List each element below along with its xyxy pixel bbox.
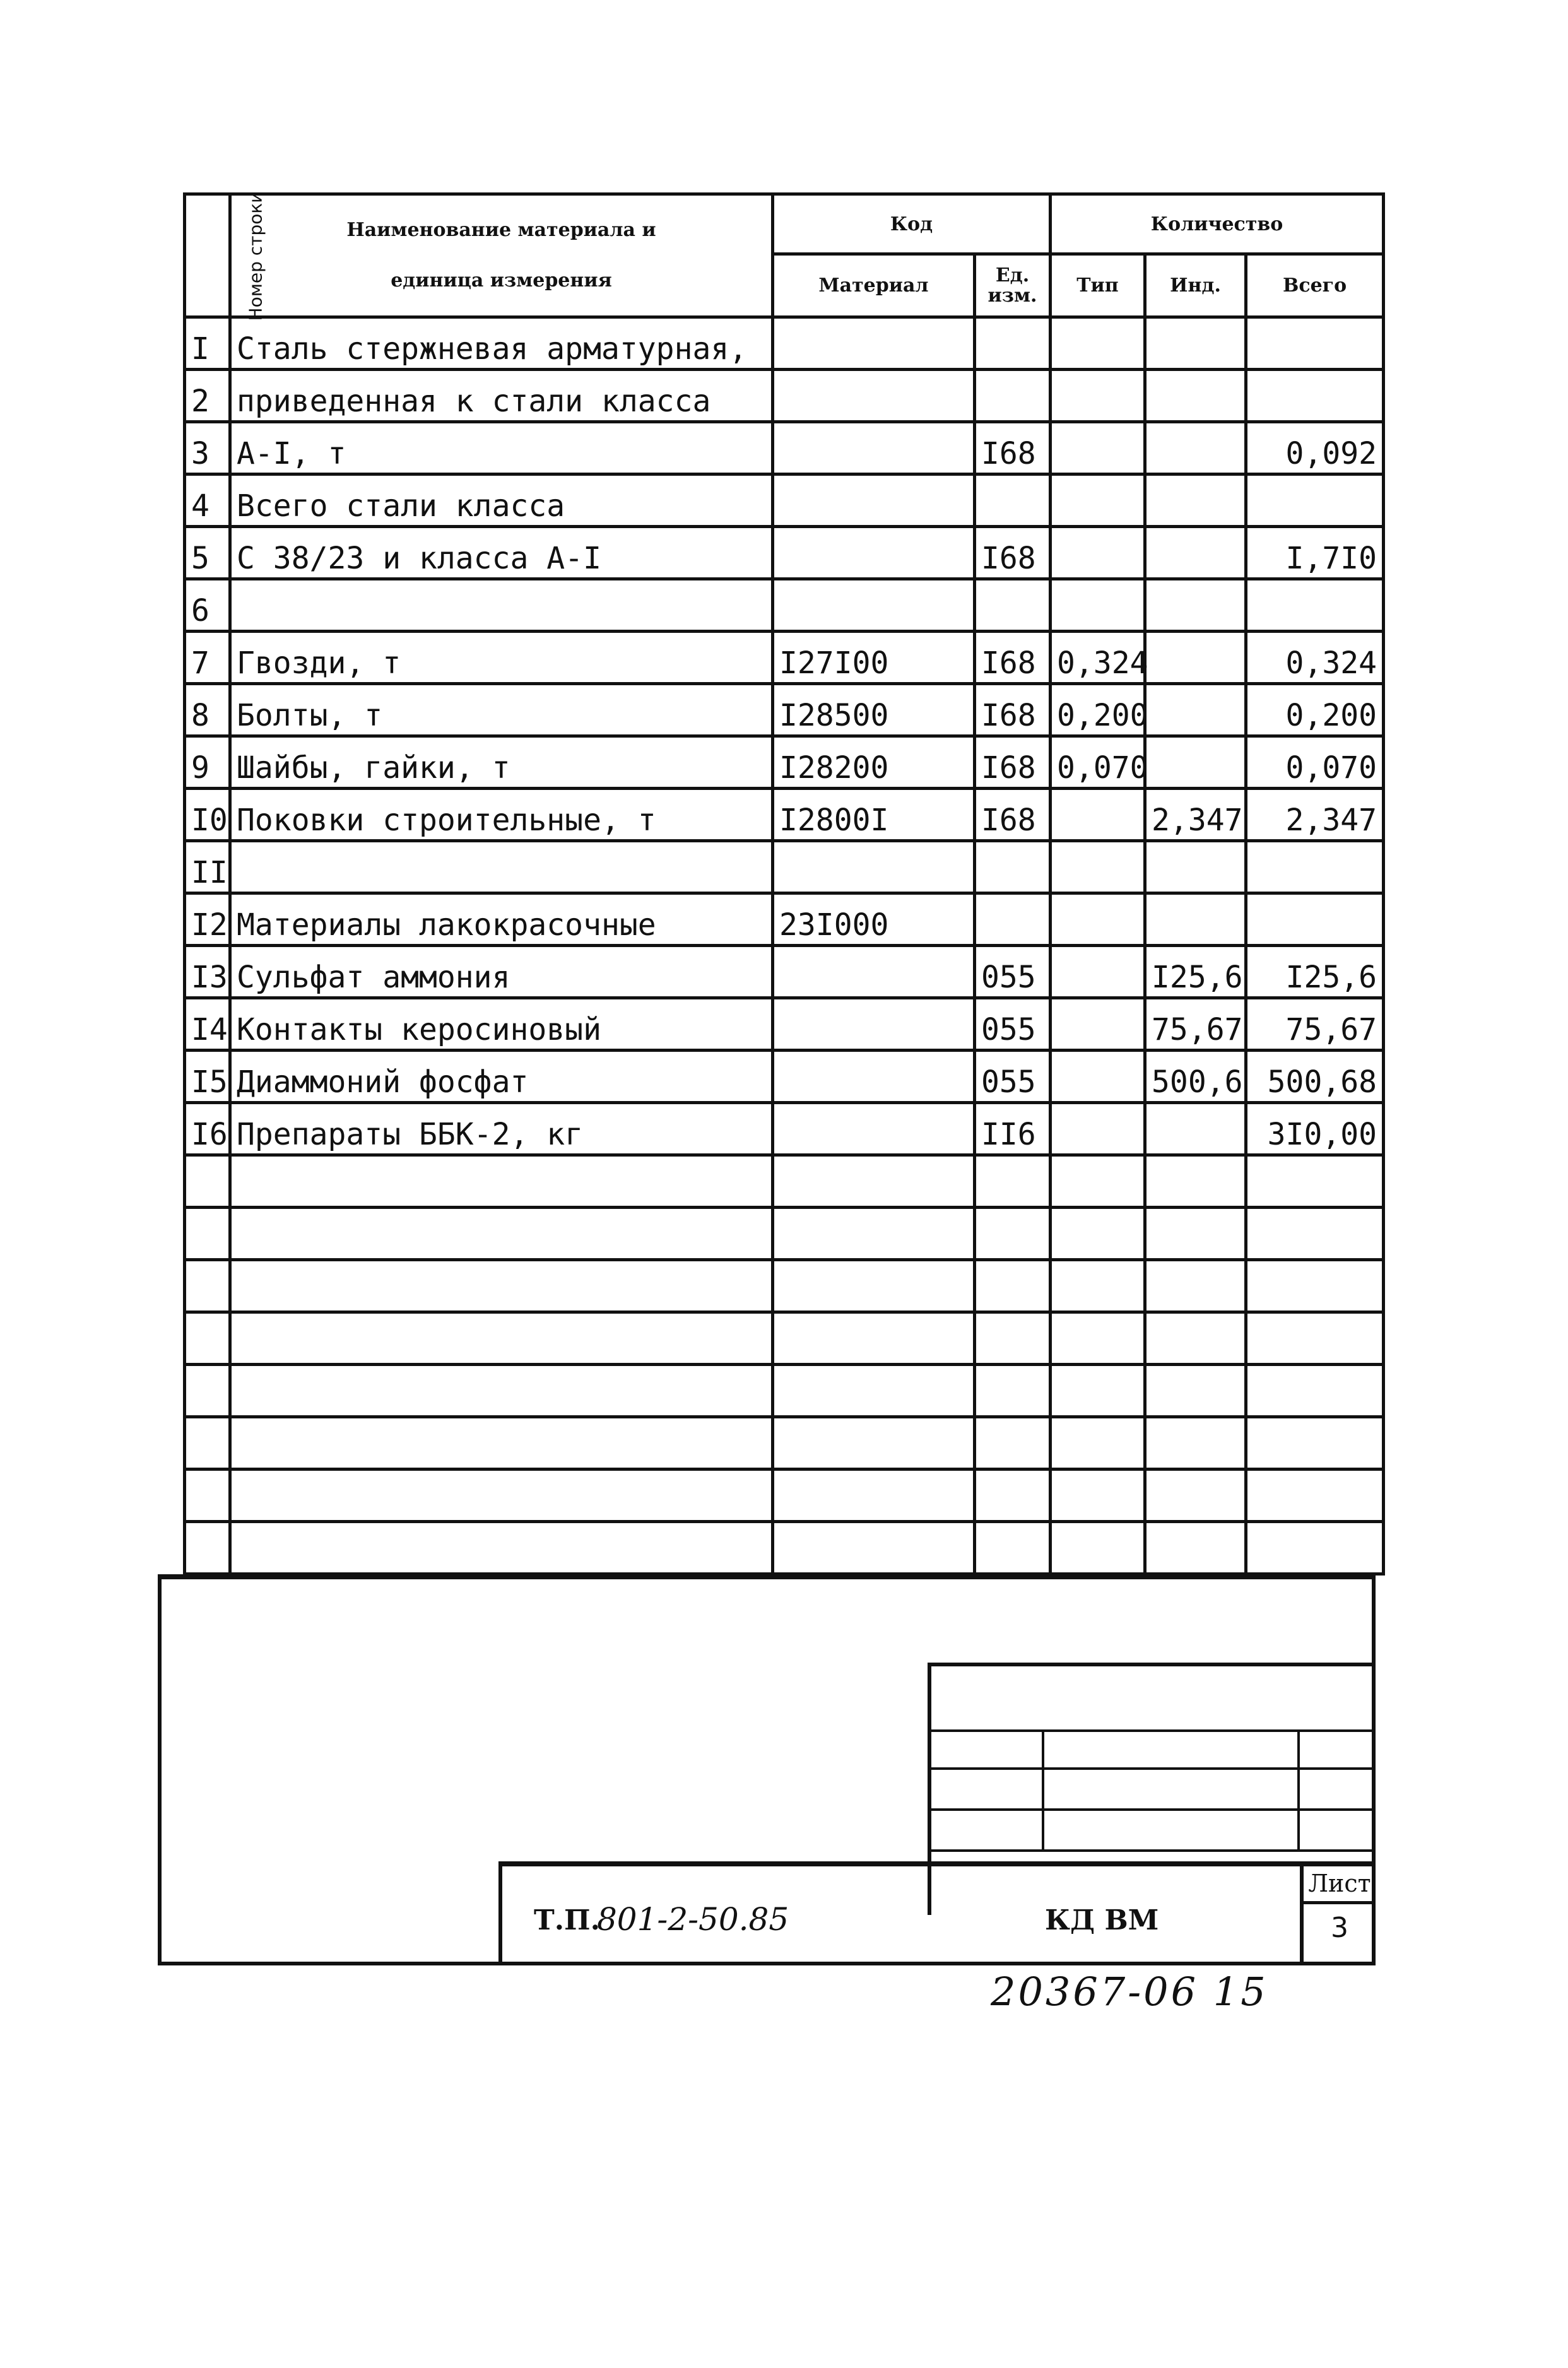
row-qty-total: 2,347 — [1246, 789, 1384, 841]
row-qty-total — [1246, 1470, 1384, 1522]
row-code-unit — [975, 893, 1051, 946]
row-qty-ind — [1145, 841, 1246, 893]
table-row — [185, 684, 1384, 736]
row-name — [230, 1208, 773, 1260]
row-qty-type — [1051, 1365, 1145, 1417]
row-code-material — [773, 1051, 975, 1103]
row-code-unit — [975, 474, 1051, 527]
title-prefix: Т.П. — [534, 1904, 600, 1936]
row-qty-total — [1246, 1260, 1384, 1312]
row-qty-ind — [1145, 1522, 1246, 1574]
row-name: А-I, т — [230, 422, 773, 474]
row-number — [185, 1208, 230, 1260]
table-row — [185, 1417, 1384, 1470]
row-code-unit — [975, 1155, 1051, 1208]
row-qty-total — [1246, 1208, 1384, 1260]
row-code-material — [773, 998, 975, 1051]
row-qty-ind — [1145, 1470, 1246, 1522]
row-name: Диаммоний фосфат — [230, 1051, 773, 1103]
row-qty-type: 0,200 — [1051, 684, 1145, 736]
row-number — [185, 1365, 230, 1417]
table-row — [185, 527, 1384, 579]
project-number: 801-2-50.85 — [597, 1901, 789, 1938]
row-qty-total: 0,324 — [1246, 632, 1384, 684]
row-qty-total: 0,070 — [1246, 736, 1384, 789]
row-name — [230, 1260, 773, 1312]
table-row — [185, 736, 1384, 789]
table-row — [185, 841, 1384, 893]
row-qty-ind: 75,67 — [1145, 998, 1246, 1051]
row-name: Препараты ББК-2, кг — [230, 1103, 773, 1155]
row-qty-total: 3I0,00 — [1246, 1103, 1384, 1155]
row-qty-type — [1051, 527, 1145, 579]
row-qty-ind — [1145, 370, 1246, 422]
row-number: 3 — [185, 422, 230, 474]
row-number: I0 — [185, 789, 230, 841]
row-qty-total: 0,092 — [1246, 422, 1384, 474]
row-code-material — [773, 1208, 975, 1260]
row-qty-ind — [1145, 684, 1246, 736]
row-code-unit — [975, 1417, 1051, 1470]
row-code-material — [773, 1312, 975, 1365]
row-name — [230, 841, 773, 893]
row-code-unit: I68 — [975, 527, 1051, 579]
row-qty-ind: I25,6 — [1145, 946, 1246, 998]
row-name — [230, 1417, 773, 1470]
row-code-unit: 055 — [975, 1051, 1051, 1103]
row-qty-type: 0,070 — [1051, 736, 1145, 789]
row-number: 7 — [185, 632, 230, 684]
row-code-material — [773, 1103, 975, 1155]
header-code-material: Материал — [773, 254, 975, 317]
row-code-material: I28500 — [773, 684, 975, 736]
table-row — [185, 1103, 1384, 1155]
row-name — [230, 1522, 773, 1574]
row-name: Болты, т — [230, 684, 773, 736]
header-material-name: Наименование материала и единица измерения — [230, 194, 773, 317]
row-code-material — [773, 1417, 975, 1470]
row-qty-total — [1246, 1155, 1384, 1208]
header-row-number: Номер строки — [185, 194, 230, 317]
header-code: Код — [773, 194, 1051, 254]
row-code-unit: I68 — [975, 736, 1051, 789]
row-qty-ind: 2,347 — [1145, 789, 1246, 841]
table-row — [185, 1522, 1384, 1574]
row-number: 4 — [185, 474, 230, 527]
header-qty-type: Тип — [1051, 254, 1145, 317]
row-name: приведенная к стали класса — [230, 370, 773, 422]
row-code-unit — [975, 1260, 1051, 1312]
row-code-material: I28200 — [773, 736, 975, 789]
table-row — [185, 474, 1384, 527]
row-qty-ind — [1145, 1312, 1246, 1365]
row-qty-ind — [1145, 527, 1246, 579]
row-qty-type — [1051, 579, 1145, 632]
row-number: I3 — [185, 946, 230, 998]
row-number: 2 — [185, 370, 230, 422]
row-code-unit — [975, 841, 1051, 893]
table-row — [185, 1260, 1384, 1312]
row-code-unit — [975, 370, 1051, 422]
sheet-number: 3 — [1331, 1912, 1348, 1944]
row-number: I4 — [185, 998, 230, 1051]
table-row — [185, 1208, 1384, 1260]
row-number — [185, 1417, 230, 1470]
materials-table — [183, 192, 1385, 1576]
row-code-unit: II6 — [975, 1103, 1051, 1155]
table-row — [185, 632, 1384, 684]
row-code-material — [773, 1522, 975, 1574]
table-row — [185, 1312, 1384, 1365]
sheet-label: Лист — [1304, 1866, 1376, 1904]
row-code-material — [773, 1365, 975, 1417]
row-name: Поковки строительные, т — [230, 789, 773, 841]
row-code-unit: I68 — [975, 422, 1051, 474]
row-qty-type — [1051, 370, 1145, 422]
row-qty-total: I,7I0 — [1246, 527, 1384, 579]
table-row — [185, 946, 1384, 998]
row-number — [185, 1260, 230, 1312]
table-row — [185, 998, 1384, 1051]
row-qty-ind — [1145, 1155, 1246, 1208]
table-row — [185, 789, 1384, 841]
row-code-unit: 055 — [975, 998, 1051, 1051]
row-number — [185, 1522, 230, 1574]
row-number: I6 — [185, 1103, 230, 1155]
row-qty-type — [1051, 946, 1145, 998]
row-qty-type — [1051, 1522, 1145, 1574]
row-qty-ind — [1145, 1260, 1246, 1312]
row-qty-ind: 500,6 — [1145, 1051, 1246, 1103]
row-name: Всего стали класса — [230, 474, 773, 527]
row-qty-ind — [1145, 422, 1246, 474]
sheet-box — [1300, 1866, 1376, 1965]
row-code-unit — [975, 1470, 1051, 1522]
row-code-unit — [975, 317, 1051, 370]
row-name: Сталь стержневая арматурная, — [230, 317, 773, 370]
row-code-unit: I68 — [975, 684, 1051, 736]
row-name — [230, 1155, 773, 1208]
row-code-material: I27I00 — [773, 632, 975, 684]
row-qty-type: 0,324 — [1051, 632, 1145, 684]
row-qty-ind — [1145, 1208, 1246, 1260]
row-name: Контакты керосиновый — [230, 998, 773, 1051]
row-code-material — [773, 1260, 975, 1312]
row-number — [185, 1470, 230, 1522]
row-code-material — [773, 317, 975, 370]
row-number: I2 — [185, 893, 230, 946]
row-qty-total — [1246, 893, 1384, 946]
row-qty-type — [1051, 1208, 1145, 1260]
table-row — [185, 1051, 1384, 1103]
table-row — [185, 317, 1384, 370]
header-qty-total: Всего — [1246, 254, 1384, 317]
table-row — [185, 893, 1384, 946]
row-name — [230, 1312, 773, 1365]
row-qty-total — [1246, 370, 1384, 422]
row-code-material: 23I000 — [773, 893, 975, 946]
row-code-material — [773, 841, 975, 893]
row-code-material — [773, 422, 975, 474]
row-code-material — [773, 370, 975, 422]
row-qty-ind — [1145, 1103, 1246, 1155]
row-code-unit: I68 — [975, 789, 1051, 841]
row-name — [230, 579, 773, 632]
table-row — [185, 1365, 1384, 1417]
row-qty-total — [1246, 474, 1384, 527]
row-code-material — [773, 1470, 975, 1522]
row-qty-total: 500,68 — [1246, 1051, 1384, 1103]
row-name: Гвозди, т — [230, 632, 773, 684]
table-row — [185, 1470, 1384, 1522]
row-qty-ind — [1145, 632, 1246, 684]
row-qty-ind — [1145, 474, 1246, 527]
row-qty-type — [1051, 422, 1145, 474]
row-code-material — [773, 474, 975, 527]
row-qty-type — [1051, 317, 1145, 370]
handwritten-note: 20367-06 15 — [991, 1969, 1268, 2015]
row-qty-ind — [1145, 317, 1246, 370]
row-qty-type — [1051, 1470, 1145, 1522]
row-code-unit — [975, 1208, 1051, 1260]
header-code-unit: Ед. изм. — [975, 254, 1051, 317]
row-code-unit — [975, 1312, 1051, 1365]
row-qty-type — [1051, 1260, 1145, 1312]
row-qty-type — [1051, 998, 1145, 1051]
row-name: С 38/23 и класса А-I — [230, 527, 773, 579]
row-qty-total — [1246, 317, 1384, 370]
row-code-unit — [975, 579, 1051, 632]
title-block — [498, 1861, 1376, 1965]
row-qty-total: 0,200 — [1246, 684, 1384, 736]
row-qty-total: I25,6 — [1246, 946, 1384, 998]
header-qty-ind: Инд. — [1145, 254, 1246, 317]
row-qty-type — [1051, 1417, 1145, 1470]
row-number: 6 — [185, 579, 230, 632]
row-qty-ind — [1145, 1365, 1246, 1417]
row-qty-ind — [1145, 736, 1246, 789]
row-qty-type — [1051, 1051, 1145, 1103]
row-qty-type — [1051, 1312, 1145, 1365]
row-qty-total — [1246, 1365, 1384, 1417]
row-code-unit: I68 — [975, 632, 1051, 684]
row-code-unit — [975, 1365, 1051, 1417]
row-name — [230, 1365, 773, 1417]
row-code-unit — [975, 1522, 1051, 1574]
row-number — [185, 1155, 230, 1208]
row-code-material — [773, 527, 975, 579]
row-code-material: I2800I — [773, 789, 975, 841]
document-sheet — [158, 192, 1382, 1972]
header-quantity: Количество — [1051, 194, 1384, 254]
row-qty-type — [1051, 789, 1145, 841]
row-qty-total — [1246, 1417, 1384, 1470]
row-number: 9 — [185, 736, 230, 789]
row-qty-type — [1051, 1155, 1145, 1208]
row-qty-total — [1246, 579, 1384, 632]
row-qty-ind — [1145, 1417, 1246, 1470]
row-number — [185, 1312, 230, 1365]
row-number: I — [185, 317, 230, 370]
table-row — [185, 370, 1384, 422]
row-number: I5 — [185, 1051, 230, 1103]
row-qty-ind — [1145, 893, 1246, 946]
row-qty-type — [1051, 1103, 1145, 1155]
row-qty-total — [1246, 1312, 1384, 1365]
table-row — [185, 1155, 1384, 1208]
row-qty-type — [1051, 474, 1145, 527]
row-qty-type — [1051, 841, 1145, 893]
row-name: Материалы лакокрасочные — [230, 893, 773, 946]
row-name: Сульфат аммония — [230, 946, 773, 998]
doc-code: КД ВМ — [1045, 1904, 1159, 1936]
table-row — [185, 422, 1384, 474]
table-body — [185, 317, 1384, 1574]
row-qty-total — [1246, 841, 1384, 893]
row-name: Шайбы, гайки, т — [230, 736, 773, 789]
row-number: II — [185, 841, 230, 893]
row-code-unit: 055 — [975, 946, 1051, 998]
table-row — [185, 579, 1384, 632]
row-name — [230, 1470, 773, 1522]
row-qty-total — [1246, 1522, 1384, 1574]
row-number: 5 — [185, 527, 230, 579]
row-qty-type — [1051, 893, 1145, 946]
row-number: 8 — [185, 684, 230, 736]
row-qty-ind — [1145, 579, 1246, 632]
row-code-material — [773, 579, 975, 632]
row-qty-total: 75,67 — [1246, 998, 1384, 1051]
row-code-material — [773, 946, 975, 998]
row-code-material — [773, 1155, 975, 1208]
